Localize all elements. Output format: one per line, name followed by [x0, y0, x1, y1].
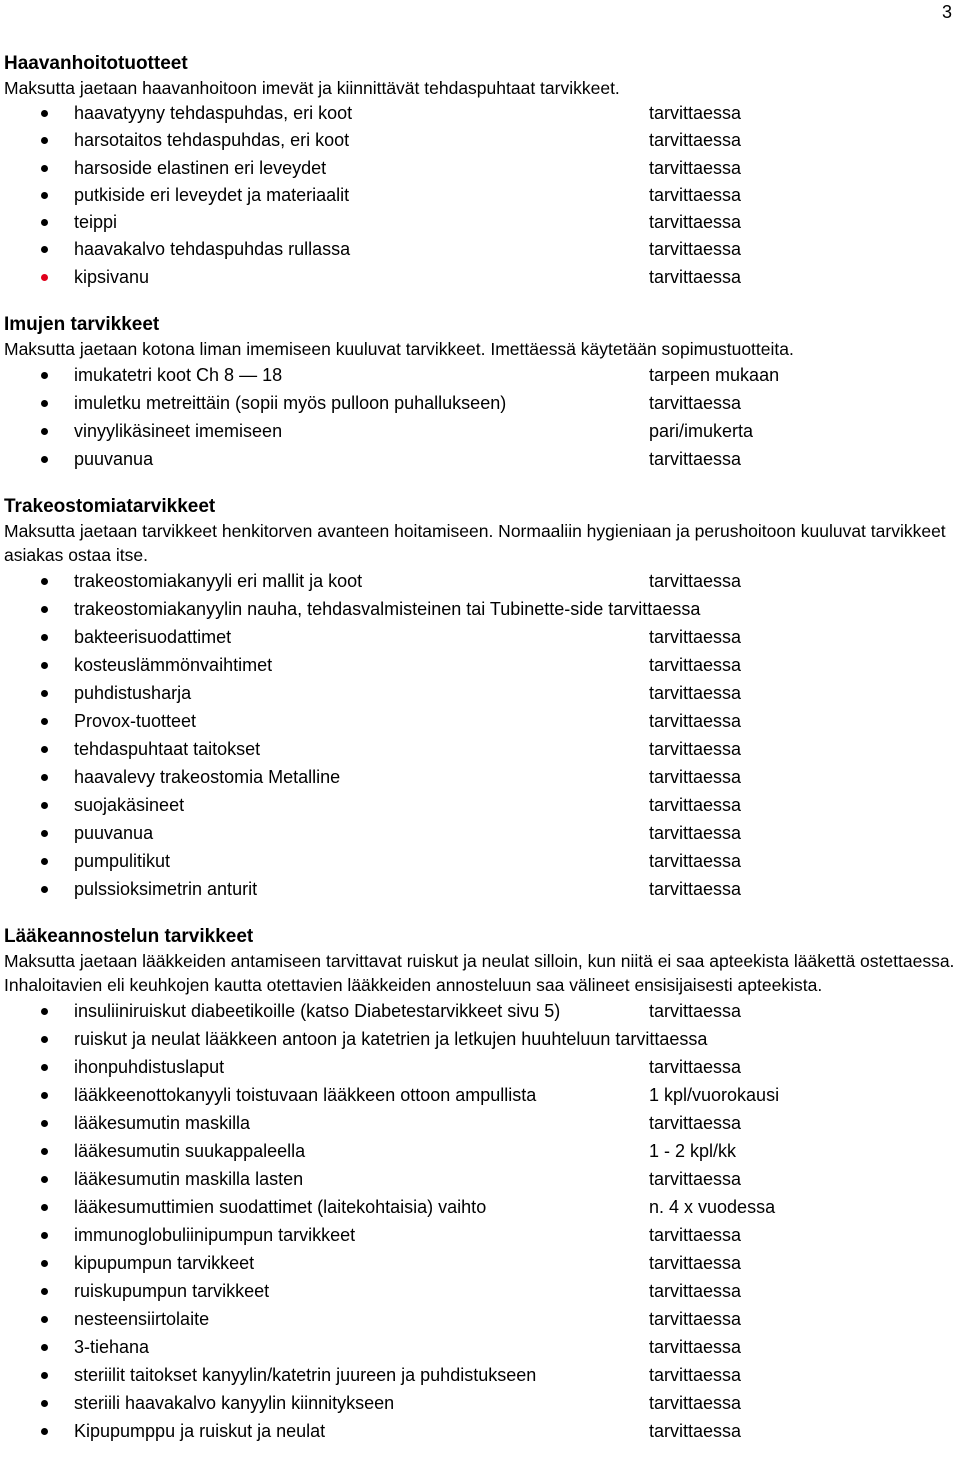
list-item: [4, 875, 958, 903]
item-amount: tarvittaessa: [649, 1253, 742, 1274]
list-item: [4, 1389, 958, 1417]
bullet-icon: [41, 774, 48, 781]
bullet-icon: [41, 1064, 48, 1071]
bullet-icon: [41, 372, 48, 379]
list-item: [4, 1081, 958, 1109]
section-gap: [4, 291, 958, 313]
list-item: [4, 155, 958, 182]
section-title: Haavanhoitotuotteet: [4, 53, 188, 74]
list-item: [4, 847, 958, 875]
item-list: [4, 100, 958, 291]
item-list: [4, 361, 958, 473]
item-amount: 1 - 2 kpl/kk: [649, 1141, 737, 1162]
bullet-icon: [41, 1400, 48, 1407]
item-label: kipsivanu: [74, 266, 150, 287]
section-intro: Maksutta jaetaan lääkkeiden antamiseen tarvittavat ruiskut ja neulat silloin, kun niitä ei saa apteekista lääkettä ostettaessa. Inhaloitavien eli keuhkojen kautta otettavien lääkkeiden annosteluun saa välineet ensisijaisesti apteekista.: [4, 951, 955, 996]
bullet-icon: [41, 137, 48, 144]
bullet-icon: [41, 1260, 48, 1267]
list-item: [4, 1417, 958, 1445]
item-label: harsoside elastinen eri leveydet: [74, 157, 327, 178]
item-label: teippi: [74, 212, 118, 233]
item-label: Kipupumppu ja ruiskut ja neulat: [74, 1421, 326, 1442]
item-label: trakeostomiakanyylin nauha, tehdasvalmisteinen tai Tubinette-side tarvittaessa: [74, 599, 701, 620]
item-label: insuliiniruiskut diabeetikoille (katso Diabetestarvikkeet sivu 5): [74, 1001, 561, 1022]
list-item: [4, 445, 958, 473]
item-amount: tarvittaessa: [649, 1169, 742, 1190]
list-item: [4, 651, 958, 679]
list-item: [4, 595, 958, 623]
section-intro: Maksutta jaetaan haavanhoitoon imevät ja kiinnittävät tehdaspuhtaat tarvikkeet.: [4, 78, 620, 98]
bullet-icon: [41, 1232, 48, 1239]
item-label: lääkesumutin suukappaleella: [74, 1141, 306, 1162]
item-amount: tarvittaessa: [649, 266, 742, 287]
item-amount: tarvittaessa: [649, 1281, 742, 1302]
item-label: haavalevy trakeostomia Metalline: [74, 767, 341, 788]
list-item: [4, 1025, 958, 1053]
item-amount: 1 kpl/vuorokausi: [649, 1085, 780, 1106]
list-item: [4, 1109, 958, 1137]
item-label: Provox-tuotteet: [74, 711, 197, 732]
bullet-icon: [41, 1204, 48, 1211]
list-item: [4, 1053, 958, 1081]
item-amount: tarvittaessa: [649, 1393, 742, 1414]
item-label: putkiside eri leveydet ja materiaalit: [74, 184, 350, 205]
section-title: Trakeostomiatarvikkeet: [4, 496, 216, 518]
item-label: lääkesumutin maskilla lasten: [74, 1169, 304, 1190]
list-item: [4, 679, 958, 707]
list-item: [4, 1277, 958, 1305]
list-item: [4, 707, 958, 735]
item-amount: tarvittaessa: [649, 103, 742, 123]
list-item: [4, 389, 958, 417]
item-amount: tarvittaessa: [649, 767, 742, 788]
list-item: [4, 735, 958, 763]
item-label: puhdistusharja: [74, 683, 192, 704]
document-body: [4, 52, 958, 1445]
bullet-icon: [41, 246, 48, 253]
item-label: kipupumpun tarvikkeet: [74, 1253, 255, 1274]
item-list: [4, 567, 958, 903]
section-gap: [4, 473, 958, 495]
item-amount: tarvittaessa: [649, 1309, 742, 1330]
section-title: Lääkeannostelun tarvikkeet: [4, 926, 254, 948]
item-label: puuvanua: [74, 449, 154, 470]
item-label: trakeostomiakanyyli eri mallit ja koot: [74, 571, 363, 592]
item-label: immunoglobuliinipumpun tarvikkeet: [74, 1225, 356, 1246]
list-item: [4, 209, 958, 236]
item-label: haavakalvo tehdaspuhdas rullassa: [74, 239, 351, 260]
bullet-icon: [41, 1148, 48, 1155]
bullet-icon: [41, 1176, 48, 1183]
item-label: kosteuslämmönvaihtimet: [74, 655, 273, 676]
list-item: [4, 264, 958, 291]
item-label: steriili haavakalvo kanyylin kiinnitykseen: [74, 1393, 395, 1414]
item-label: nesteensiirtolaite: [74, 1309, 210, 1330]
item-amount: tarpeen mukaan: [649, 365, 780, 386]
bullet-icon: [41, 1092, 48, 1099]
bullet-icon: [41, 192, 48, 199]
item-amount: tarvittaessa: [649, 1057, 742, 1078]
list-item: [4, 236, 958, 263]
item-amount: tarvittaessa: [649, 711, 742, 732]
page-number: 3: [941, 2, 952, 22]
item-amount: pari/imukerta: [649, 421, 754, 442]
bullet-icon: [41, 1008, 48, 1015]
bullet-icon: [41, 690, 48, 697]
list-item: [4, 997, 958, 1025]
list-item: [4, 417, 958, 445]
section-intro: Maksutta jaetaan kotona liman imemiseen kuuluvat tarvikkeet. Imettäessä käytetään sopimustuotteita.: [4, 339, 794, 360]
item-label: lääkesumuttimien suodattimet (laitekohtaisia) vaihto: [74, 1197, 487, 1218]
list-item: [4, 567, 958, 595]
bullet-icon: [41, 746, 48, 753]
item-label: harsotaitos tehdaspuhdas, eri koot: [74, 130, 350, 151]
section-gap: [4, 903, 958, 925]
section-trakeostomiatarvikkeet: [4, 495, 958, 903]
item-amount: tarvittaessa: [649, 130, 742, 151]
item-label: haavatyyny tehdaspuhdas, eri koot: [74, 103, 353, 123]
item-label: lääkesumutin maskilla: [74, 1113, 251, 1134]
list-item: [4, 791, 958, 819]
bullet-icon: [41, 802, 48, 809]
list-item: [4, 1137, 958, 1165]
section-imujen-tarvikkeet: [4, 313, 958, 473]
item-label: imukatetri koot Ch 8 — 18: [74, 365, 283, 386]
list-item: [4, 1361, 958, 1389]
item-amount: tarvittaessa: [649, 1001, 742, 1022]
bullet-icon: [41, 634, 48, 641]
item-amount: n. 4 x vuodessa: [649, 1197, 776, 1218]
bullet-icon: [41, 1428, 48, 1435]
bullet-icon: [41, 578, 48, 585]
item-label: tehdaspuhtaat taitokset: [74, 739, 261, 760]
bullet-icon: [41, 830, 48, 837]
item-label: ihonpuhdistuslaput: [74, 1057, 225, 1078]
section-laakeannostelun-tarvikkeet: [4, 925, 958, 1445]
item-label: bakteerisuodattimet: [74, 627, 232, 648]
bullet-icon: [41, 718, 48, 725]
item-amount: tarvittaessa: [649, 393, 742, 414]
bullet-icon: [41, 1120, 48, 1127]
list-item: [4, 127, 958, 154]
bullet-icon: [41, 219, 48, 226]
section-title: Imujen tarvikkeet: [4, 314, 160, 336]
item-amount: tarvittaessa: [649, 627, 742, 648]
bullet-icon: [41, 1372, 48, 1379]
list-item: [4, 819, 958, 847]
item-amount: tarvittaessa: [649, 823, 742, 844]
list-item: [4, 182, 958, 209]
item-amount: tarvittaessa: [649, 655, 742, 676]
item-amount: tarvittaessa: [649, 157, 742, 178]
item-amount: tarvittaessa: [649, 449, 742, 470]
list-item: [4, 1305, 958, 1333]
bullet-icon: [41, 110, 48, 117]
item-amount: tarvittaessa: [649, 1225, 742, 1246]
bullet-icon: [41, 1036, 48, 1043]
list-item: [4, 1249, 958, 1277]
item-label: pulssioksimetrin anturit: [74, 879, 258, 900]
red-bullet-icon: [41, 274, 48, 281]
bullet-icon: [41, 400, 48, 407]
item-amount: tarvittaessa: [649, 1365, 742, 1386]
section-intro: Maksutta jaetaan tarvikkeet henkitorven avanteen hoitamiseen. Normaaliin hygieniaan ja perushoitoon kuuluvat tarvikkeet asiakas ostaa itse.: [4, 521, 946, 566]
bullet-icon: [41, 1344, 48, 1351]
list-item: [4, 1165, 958, 1193]
item-label: steriilit taitokset kanyylin/katetrin juureen ja puhdistukseen: [74, 1365, 537, 1386]
item-amount: tarvittaessa: [649, 851, 742, 872]
item-amount: tarvittaessa: [649, 683, 742, 704]
bullet-icon: [41, 1288, 48, 1295]
item-label: puuvanua: [74, 823, 154, 844]
list-item: [4, 100, 958, 127]
item-amount: tarvittaessa: [649, 1113, 742, 1134]
item-label: suojakäsineet: [74, 795, 185, 816]
item-amount: tarvittaessa: [649, 239, 742, 260]
item-label: lääkkeenottokanyyli toistuvaan lääkkeen ottoon ampullista: [74, 1085, 537, 1106]
item-amount: tarvittaessa: [649, 739, 742, 760]
bullet-icon: [41, 606, 48, 613]
item-amount: tarvittaessa: [649, 212, 742, 233]
item-amount: tarvittaessa: [649, 1337, 742, 1358]
bullet-icon: [41, 165, 48, 172]
list-item: [4, 623, 958, 651]
item-label: ruiskupumpun tarvikkeet: [74, 1281, 270, 1302]
section-haavanhoitotuotteet: [4, 52, 958, 291]
list-item: [4, 763, 958, 791]
item-amount: tarvittaessa: [649, 184, 742, 205]
item-amount: tarvittaessa: [649, 571, 742, 592]
list-item: [4, 1193, 958, 1221]
list-item: [4, 361, 958, 389]
bullet-icon: [41, 428, 48, 435]
bullet-icon: [41, 858, 48, 865]
list-item: [4, 1221, 958, 1249]
item-label: imuletku metreittäin (sopii myös pulloon puhallukseen): [74, 393, 507, 414]
item-label: pumpulitikut: [74, 851, 171, 872]
item-amount: tarvittaessa: [649, 1421, 742, 1442]
bullet-icon: [41, 1316, 48, 1323]
list-item: [4, 1333, 958, 1361]
bullet-icon: [41, 456, 48, 463]
item-label: vinyylikäsineet imemiseen: [74, 421, 283, 442]
item-list: [4, 997, 958, 1445]
item-amount: tarvittaessa: [649, 795, 742, 816]
bullet-icon: [41, 886, 48, 893]
item-label: ruiskut ja neulat lääkkeen antoon ja katetrien ja letkujen huuhteluun tarvittaessa: [74, 1029, 708, 1050]
bullet-icon: [41, 662, 48, 669]
item-amount: tarvittaessa: [649, 879, 742, 900]
item-label: 3-tiehana: [74, 1337, 150, 1358]
